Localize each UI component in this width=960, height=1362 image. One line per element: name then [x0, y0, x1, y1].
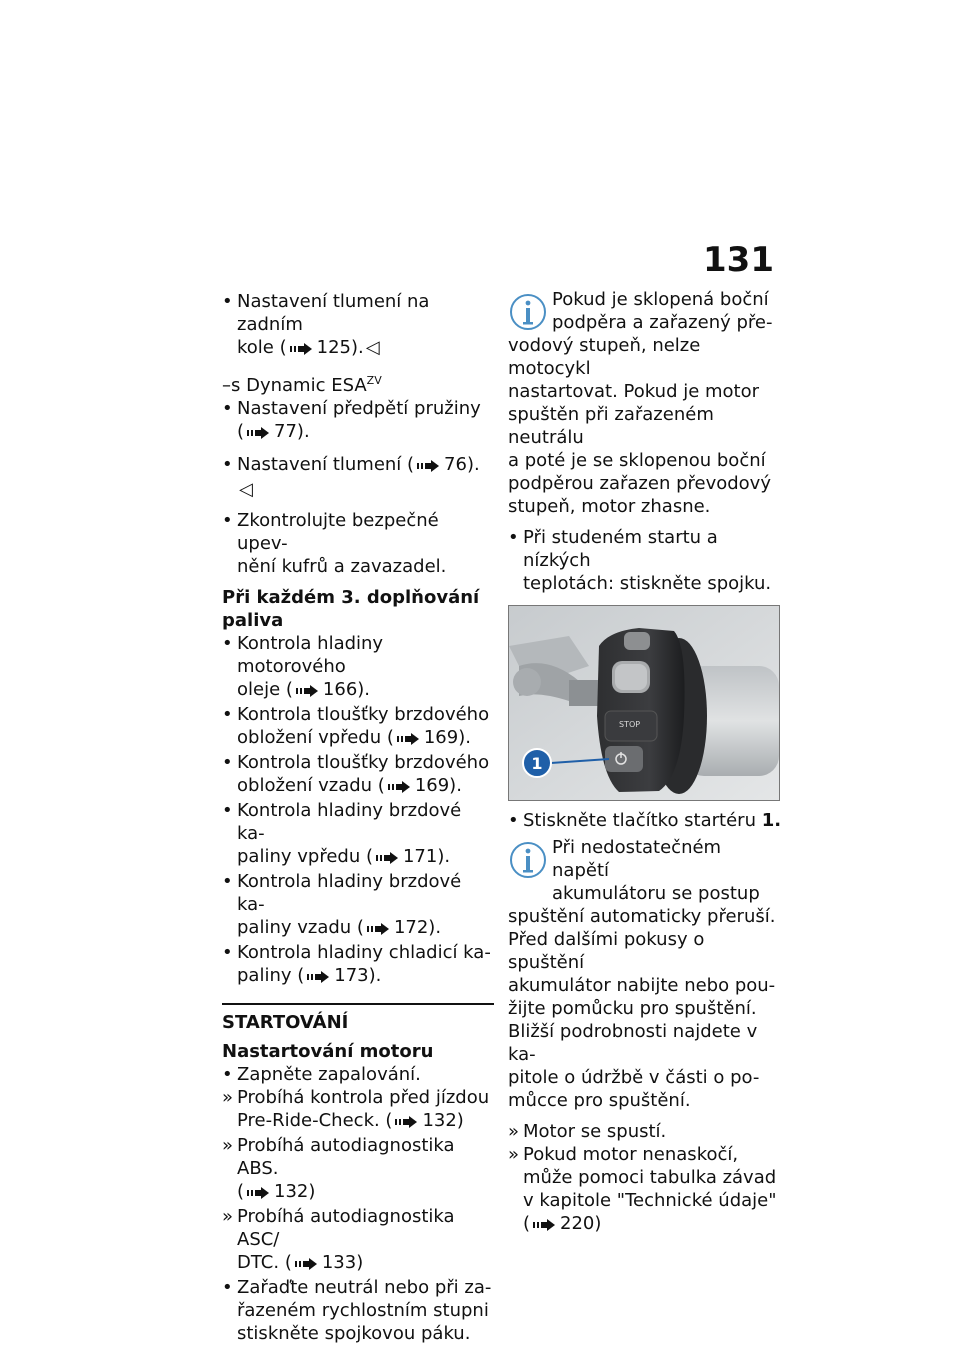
list-item: • Zařaďte neutrál nebo při za- řazeném rychlostním stupni stiskněte spojkovou páku. [222, 1277, 492, 1344]
list-item: • Zkontrolujte bezpečné upev- nění kufrů a zavazadel. [222, 510, 447, 577]
result-item: » Probíhá autodiagnostika ASC/ DTC. ( 133) [222, 1205, 494, 1276]
list-item: • Kontrola hladiny brzdové ka- paliny vzadu ( 172). [222, 870, 494, 941]
info-note: Pokud je sklopená boční podpěra a zařazený pře- vodový stupeň, nelze motocykl nastartovat. Pokud je motor spuštěn při zařazeném neutrálu a poté je se sklopenou boční podpěrou zařazen převodový stupeň, motor zhasne. [508, 289, 773, 517]
arrow-ref-icon [244, 422, 274, 445]
list-item: • Kontrola tloušťky brzdového obložení vpředu ( 169). [222, 703, 494, 751]
list-item: • Zapněte zapalování. [222, 1064, 421, 1085]
arrow-ref-icon [530, 1214, 560, 1237]
page-reference[interactable]: 132) [274, 1181, 316, 1202]
arrow-ref-icon [394, 728, 424, 751]
info-icon [508, 840, 548, 880]
result-item: » Probíhá autodiagnostika ABS. ( 132) [222, 1134, 494, 1205]
handlebar-switch-photo [508, 605, 780, 801]
page-number: 131 [703, 240, 774, 280]
page-reference[interactable]: 125). [316, 337, 364, 358]
arrow-ref-icon [385, 776, 415, 799]
sub-heading: Nastartování motoru [222, 1041, 434, 1062]
info-icon [508, 292, 548, 332]
list-item: • Kontrola tloušťky brzdového obložení vzadu ( 169). [222, 751, 494, 799]
list-item: • Kontrola hladiny motorového oleje ( 166). [222, 632, 494, 703]
list-item: • Kontrola hladiny chladicí ka- paliny ( 173). [222, 941, 494, 989]
arrow-ref-icon [392, 1111, 422, 1134]
page-reference[interactable]: 220) [560, 1213, 602, 1234]
list-item: • Stiskněte tlačítko startéru 1. [508, 810, 782, 831]
result-item: » Motor se spustí. [508, 1121, 667, 1142]
page-reference[interactable]: 132) [422, 1110, 464, 1131]
arrow-ref-icon [287, 338, 317, 361]
arrow-ref-icon [292, 1253, 322, 1276]
callout-number: 1 [531, 754, 543, 773]
info-note: Při nedostatečném napětí akumulátoru se postup spuštění automaticky přeruší. Před dalšími pokusy o spuštění akumulátor nabijte nebo pou- žijte pomůcku pro spuštění. Bližší podrobnosti najdete v ka- pitole o údržbě v části o po- můcce pro spuštění. [508, 837, 776, 1111]
section-divider [222, 1003, 494, 1005]
list-item: • Nastavení tlumení ( 76).◁ [222, 454, 480, 500]
arrow-ref-icon [364, 918, 394, 941]
list-item: • Při studeném startu a nízkých teplotách: stiskněte spojku. [508, 527, 772, 594]
page-reference[interactable]: 172). [393, 917, 442, 938]
page-reference[interactable]: 133) [321, 1252, 364, 1273]
arrow-ref-icon [373, 847, 403, 870]
result-item: » Pokud motor nenaskočí, může pomoci tabulka závad v kapitole "Technické údaje" ( 220) [508, 1143, 783, 1237]
end-triangle-icon: ◁ [365, 337, 380, 358]
page-reference[interactable]: 77). [274, 421, 310, 442]
page-reference[interactable]: 76). [444, 454, 480, 475]
arrow-ref-icon [414, 455, 444, 478]
result-item: » Probíhá kontrola před jízdou Pre-Ride-Check. ( 132) [222, 1086, 494, 1134]
page-reference[interactable]: 166). [322, 679, 371, 700]
list-item: • Nastavení tlumení na zadním kole ( 125). ◁ [222, 290, 494, 361]
list-item: • Kontrola hladiny brzdové ka- paliny vpředu ( 171). [222, 799, 494, 870]
section-title: STARTOVÁNÍ [222, 1012, 349, 1033]
arrow-ref-icon [293, 680, 323, 703]
page-reference[interactable]: 173). [334, 965, 382, 986]
arrow-ref-icon [304, 966, 334, 989]
right-column [508, 288, 783, 1237]
refuel-heading: Při každém 3. doplňování paliva [222, 587, 480, 631]
arrow-ref-icon [244, 1182, 274, 1205]
left-column [222, 290, 494, 1345]
page-reference[interactable]: 171). [402, 846, 451, 867]
stop-label: STOP [619, 720, 641, 729]
dynamic-esa-label: –s Dynamic $ESA^{ZV}$ [222, 374, 382, 396]
page-reference[interactable]: 169). [423, 727, 471, 748]
list-item: • Nastavení předpětí pružiny ( 77). [222, 397, 494, 445]
page-reference[interactable]: 169). [414, 775, 462, 796]
end-triangle-icon: ◁ [239, 479, 253, 500]
